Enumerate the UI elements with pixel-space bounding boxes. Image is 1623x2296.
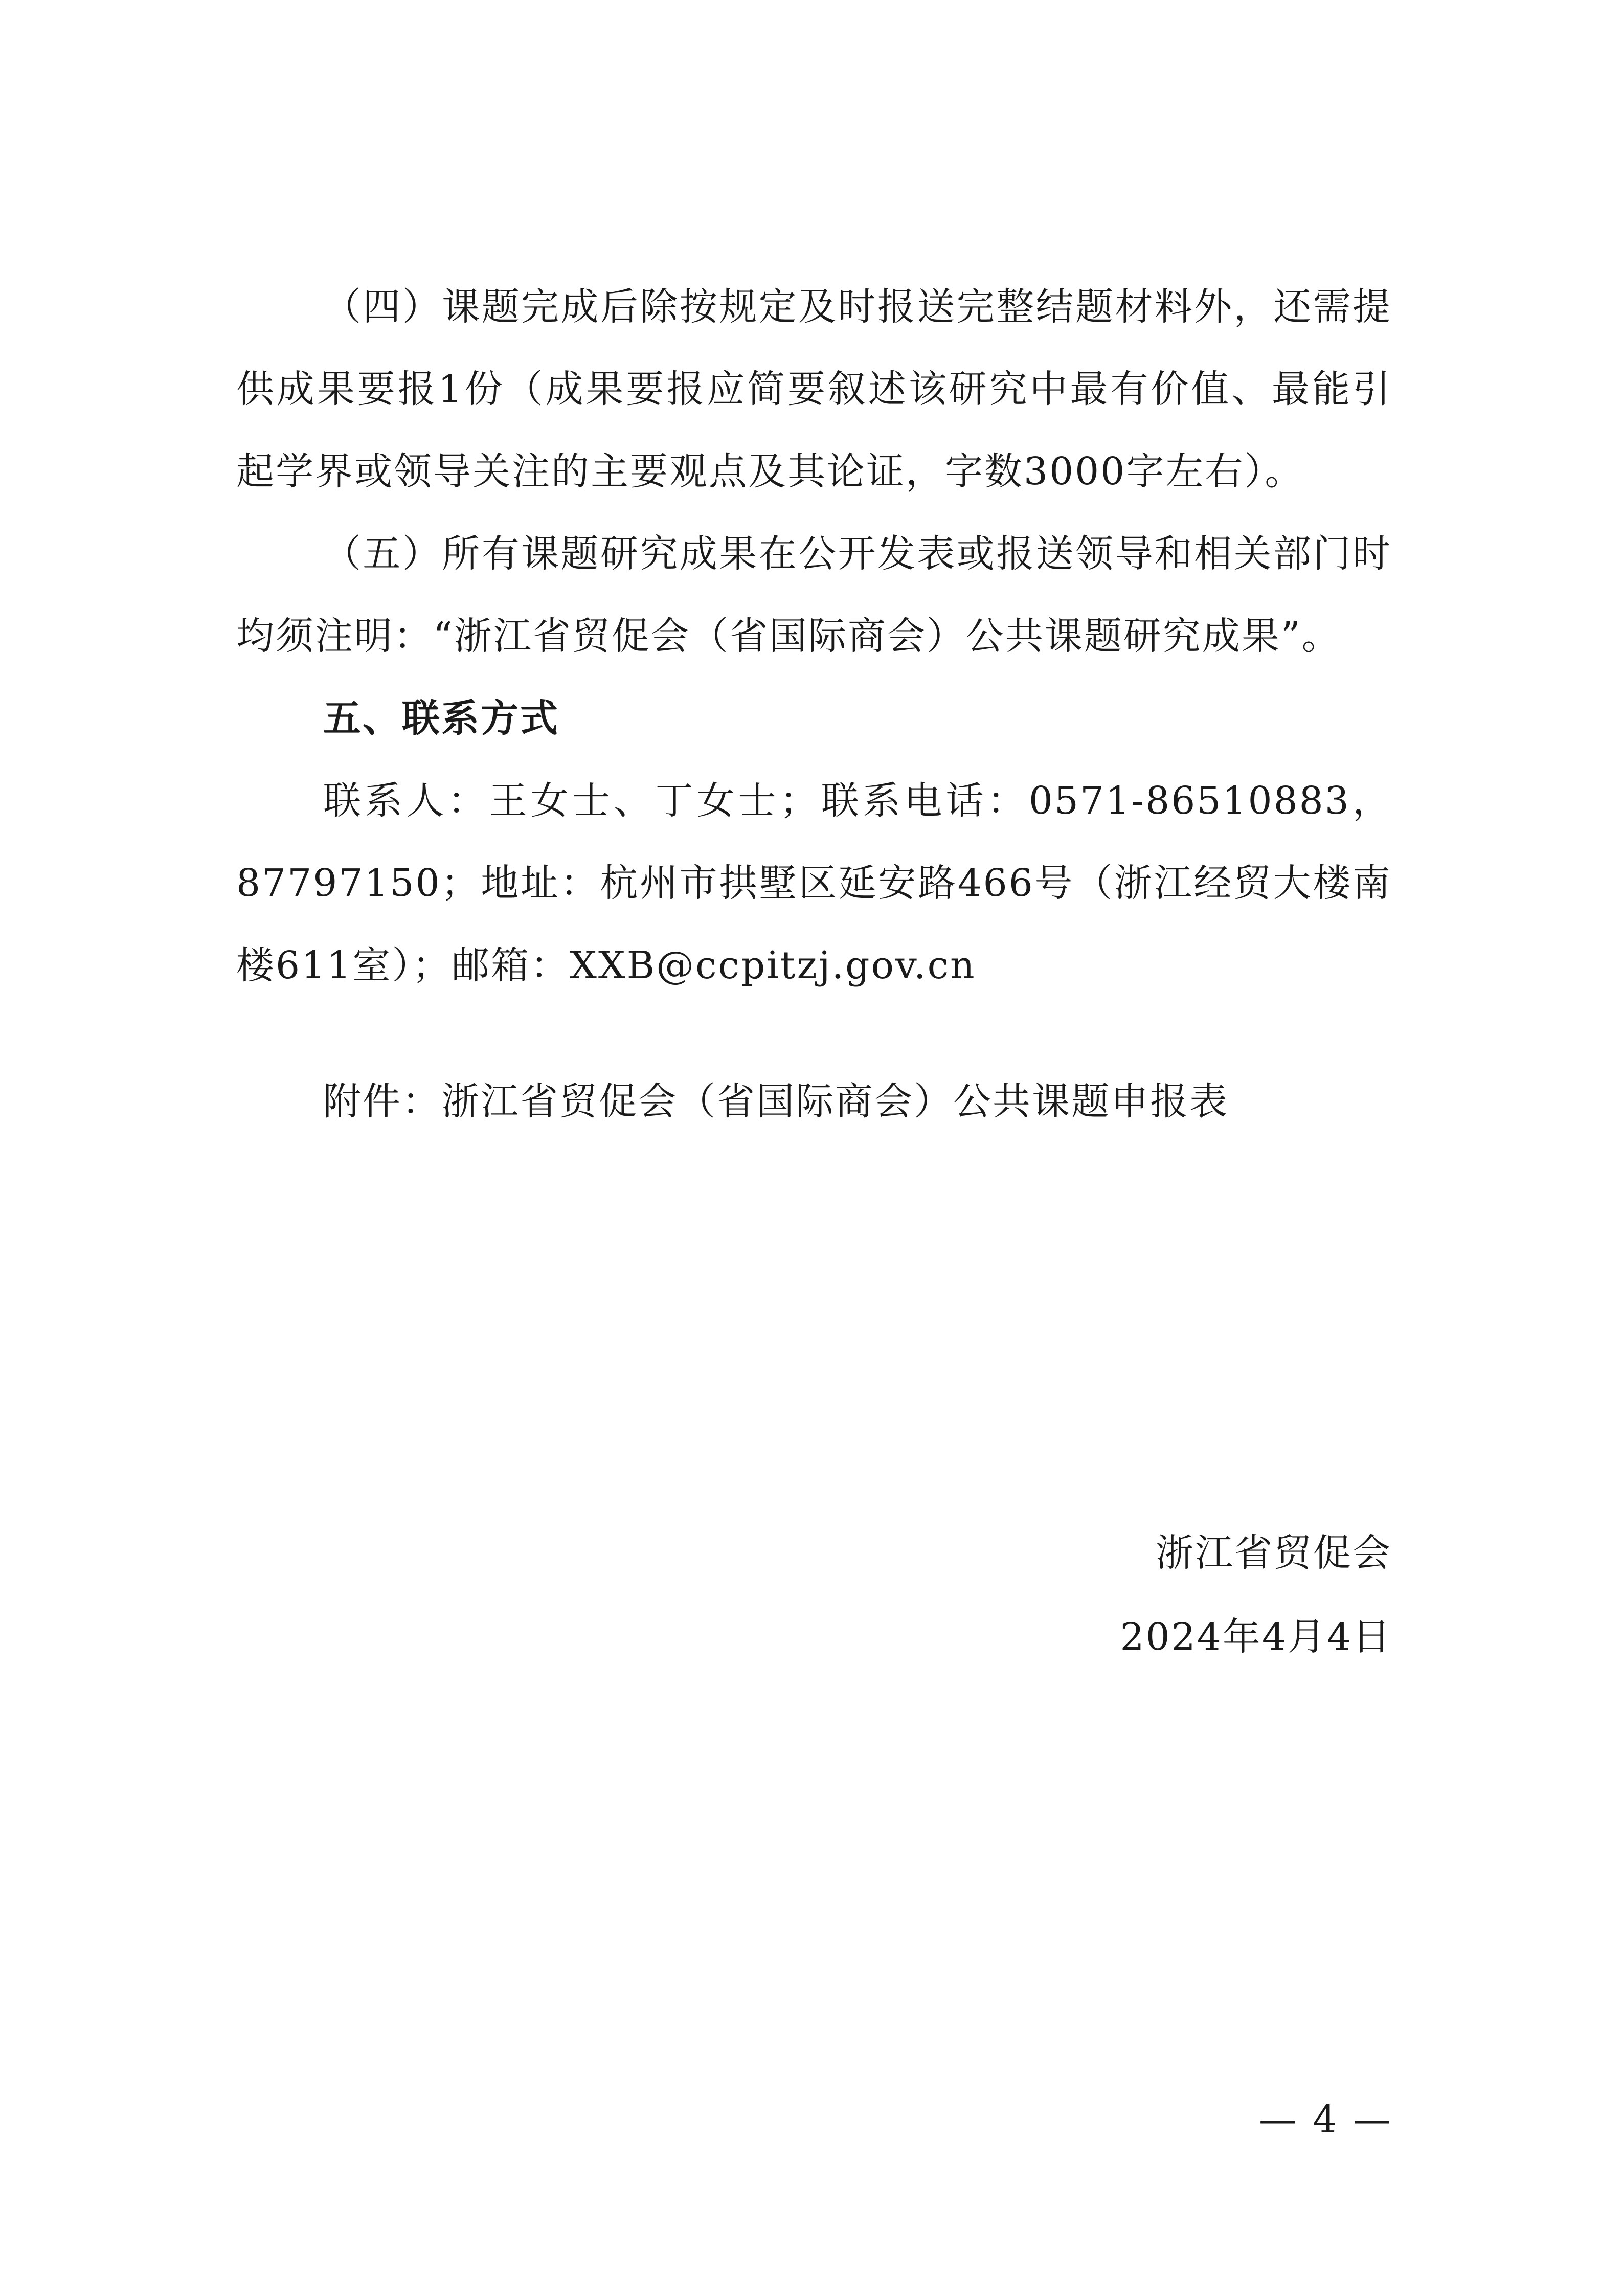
contact-info-paragraph: 联系人：王女士、丁女士；联系电话：0571-86510883，87797150；地址：杭州市拱墅区延安路466号（浙江经贸大楼南楼611室）；邮箱：XXB@ccpitzj.gov.cn bbox=[236, 779, 1392, 987]
section-heading-contact: 五、联系方式 bbox=[323, 696, 559, 740]
page-number: — 4 — bbox=[1258, 2098, 1393, 2142]
attachment-line: 附件：浙江省贸促会（省国际商会）公共课题申报表 bbox=[323, 1079, 1229, 1123]
signature-organization: 浙江省贸促会 bbox=[1156, 1531, 1392, 1575]
document-body bbox=[236, 266, 1392, 1143]
paragraph-item-5: （五）所有课题研究成果在公开发表或报送领导和相关部门时均须注明：“浙江省贸促会（省国际商会）公共课题研究成果”。 bbox=[236, 532, 1392, 658]
signature-date: 2024年4月4日 bbox=[1120, 1615, 1392, 1659]
paragraph-item-4: （四）课题完成后除按规定及时报送完整结题材料外，还需提供成果要报1份（成果要报应简要叙述该研究中最有价值、最能引起学界或领导关注的主要观点及其论证，字数3000字左右）。 bbox=[236, 285, 1392, 493]
signature-block bbox=[1120, 1511, 1392, 1679]
